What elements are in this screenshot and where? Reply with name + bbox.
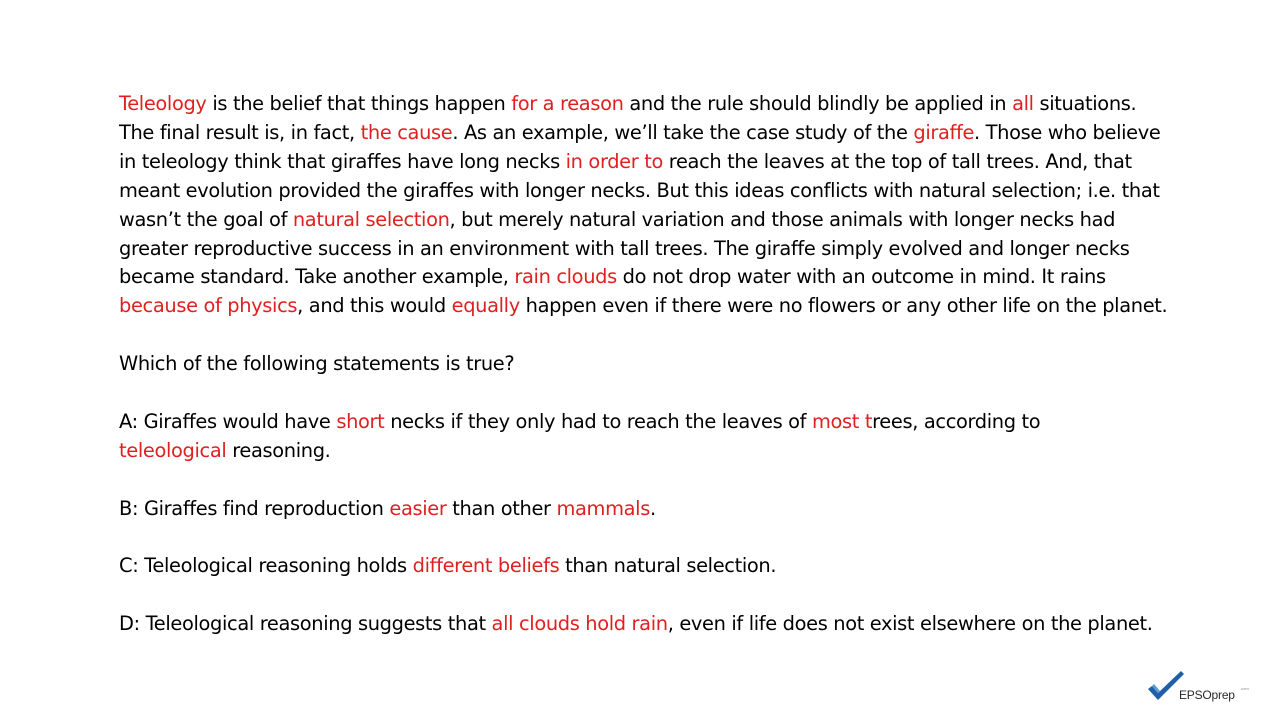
highlight-short: short: [336, 409, 385, 433]
option-a-text: rees, according to: [872, 409, 1041, 433]
epsoprep-logo: [1146, 670, 1256, 704]
spacer: [119, 321, 1169, 350]
option-a: [119, 408, 1169, 466]
option-a-text: reasoning.: [226, 438, 331, 462]
spacer: [119, 581, 1169, 610]
passage-text: reach the leaves at the top of tall trees. And, that meant evolution provided the giraffes with longer necks. But this ideas conflicts with natural selection; i.e. that wasn’t the goal of: [119, 149, 1160, 231]
option-b-text: B: Giraffes find reproduction: [119, 496, 390, 520]
option-c-text: than natural selection.: [559, 554, 777, 578]
passage-paragraph: [119, 90, 1169, 321]
highlight-for-a-reason: for a reason: [511, 92, 624, 115]
slide-content: [119, 90, 1169, 639]
highlight-giraffe: giraffe: [913, 120, 975, 144]
passage-text: , and this would: [297, 294, 452, 318]
option-b: [119, 495, 1169, 524]
highlight-natural-selection: natural selection: [292, 207, 450, 231]
highlight-easier: easier: [389, 496, 447, 520]
highlight-equally: equally: [451, 294, 520, 318]
question-text: Which of the following statements is true?: [119, 352, 515, 376]
highlight-most-t: most t: [811, 409, 873, 433]
highlight-all-clouds-hold-rain: all clouds hold rain: [491, 612, 668, 636]
option-b-text: .: [649, 496, 656, 520]
logo-domain: .com: [1240, 686, 1249, 691]
highlight-the-cause: the cause: [360, 120, 453, 144]
passage-text: and the rule should blindly be applied in: [623, 92, 1013, 115]
option-a-text: necks if they only had to reach the leaves of: [384, 409, 812, 433]
passage-text: . Those who believe in teleology think that giraffes have long necks: [119, 120, 1161, 173]
spacer: [119, 379, 1169, 408]
highlight-rain-clouds: rain clouds: [514, 265, 617, 289]
highlight-different-beliefs: different beliefs: [412, 554, 560, 578]
highlight-because-of-physics: because of physics: [119, 294, 298, 318]
highlight-in-order-to: in order to: [565, 149, 663, 173]
logo-text: EPSOprep: [1179, 688, 1235, 702]
highlight-teleological: teleological: [119, 438, 227, 462]
passage-text: happen even if there were no flowers or any other life on the planet.: [519, 294, 1168, 318]
highlight-all: all: [1012, 92, 1034, 115]
option-a-text: A: Giraffes would have: [119, 409, 337, 433]
option-d-text: , even if life does not exist elsewhere on the planet.: [667, 612, 1153, 636]
passage-text: do not drop water with an outcome in mind. It rains: [616, 265, 1106, 289]
passage-text: . As an example, we’ll take the case study of the: [452, 120, 914, 144]
option-d: [119, 610, 1169, 639]
highlight-mammals: mammals: [556, 496, 650, 520]
spacer: [119, 466, 1169, 495]
spacer: [119, 524, 1169, 553]
option-c-text: C: Teleological reasoning holds: [119, 554, 413, 578]
highlight-teleology: Teleology: [119, 92, 207, 115]
passage-text: , but merely natural variation and those animals with longer necks had greater reproductive success in an environment with tall trees. The giraffe simply evolved and longer necks became standard. Take another example,: [119, 207, 1130, 289]
option-d-text: D: Teleological reasoning suggests that: [119, 612, 492, 636]
option-b-text: than other: [446, 496, 557, 520]
passage-text: situations. The final result is, in fact,: [119, 92, 1137, 144]
option-c: [119, 552, 1169, 581]
passage-text: is the belief that things happen: [206, 92, 512, 115]
